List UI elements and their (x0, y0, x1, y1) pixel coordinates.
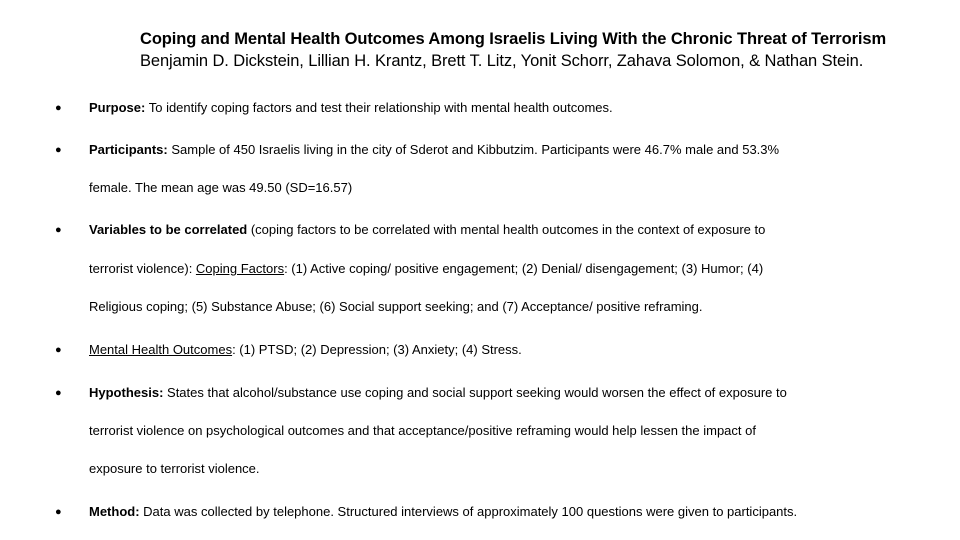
hypothesis-line-2: terrorist violence on psychological outcomes and that acceptance/positive reframing would help lessen the impact of (89, 423, 756, 438)
variables-text-2b: : (1) Active coping/ positive engagement; (2) Denial/ disengagement; (3) Humor; (4) (284, 261, 764, 276)
participants-line-1 (89, 143, 779, 157)
bullet-icon: ● (55, 344, 62, 356)
variables-line-3: Religious coping; (5) Substance Abuse; (6) Social support seeking; and (7) Acceptance/ positive reframing. (89, 299, 703, 314)
outcomes-text: : (1) PTSD; (2) Depression; (3) Anxiety; (4) Stress. (232, 342, 522, 357)
hypothesis-line-3: exposure to terrorist violence. (89, 461, 260, 476)
outcomes-line (89, 343, 522, 357)
variables-line-2 (89, 262, 763, 276)
method-line (89, 505, 797, 519)
hypothesis-line-1 (89, 386, 787, 400)
slide-title: Coping and Mental Health Outcomes Among Israelis Living With the Chronic Threat of Terrorism (140, 30, 887, 48)
bullet-icon: ● (55, 144, 62, 156)
bullet-icon: ● (55, 102, 62, 114)
bullet-icon: ● (55, 387, 62, 399)
purpose-text: To identify coping factors and test their relationship with mental health outcomes. (145, 100, 613, 115)
bullet-icon: ● (55, 506, 62, 518)
purpose-line (89, 101, 613, 115)
variables-text-2a: terrorist violence): (89, 261, 196, 276)
method-text: Data was collected by telephone. Structured interviews of approximately 100 questions were given to participants. (139, 504, 798, 519)
variables-label: Variables to be correlated (89, 222, 248, 237)
hypothesis-text-1: States that alcohol/substance use coping and social support seeking would worsen the effect of exposure to (163, 385, 787, 400)
slide-authors: Benjamin D. Dickstein, Lillian H. Krantz, Brett T. Litz, Yonit Schorr, Zahava Solomon, & Nathan Stein. (140, 52, 864, 70)
variables-line-1 (89, 223, 765, 237)
participants-line-2: female. The mean age was 49.50 (SD=16.57) (89, 180, 353, 195)
purpose-label: Purpose: (89, 100, 146, 115)
hypothesis-label: Hypothesis: (89, 385, 164, 400)
method-label: Method: (89, 504, 140, 519)
participants-text-1: Sample of 450 Israelis living in the city of Sderot and Kibbutzim. Participants were 46.7% male and 53.3% (167, 142, 780, 157)
coping-factors-label: Coping Factors (195, 261, 285, 276)
bullet-icon: ● (55, 224, 62, 236)
participants-label: Participants: (89, 142, 168, 157)
outcomes-label: Mental Health Outcomes (89, 342, 233, 357)
variables-text-1: (coping factors to be correlated with mental health outcomes in the context of exposure to (247, 222, 766, 237)
